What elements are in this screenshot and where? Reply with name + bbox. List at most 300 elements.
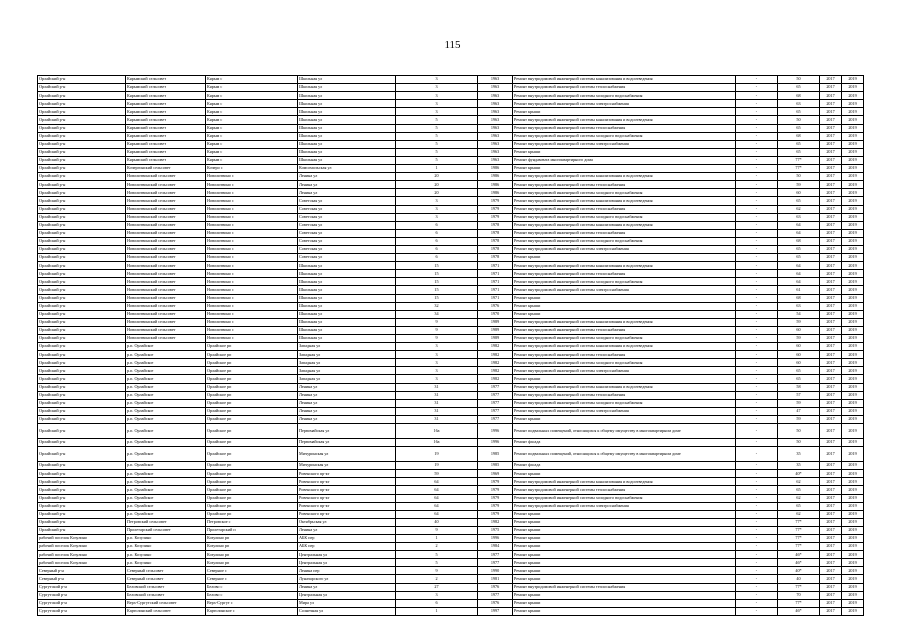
wear-percent-cell: 35 — [778, 447, 820, 462]
reserved-cell: - — [736, 543, 778, 551]
street-cell: Ленина пер — [298, 567, 396, 575]
year-built-cell: 1963 — [478, 148, 513, 156]
start-year-cell: 2017 — [820, 335, 842, 343]
street-cell: Ленина ул — [298, 173, 396, 181]
reserved-cell: - — [736, 294, 778, 302]
table-row — [38, 92, 864, 100]
wear-percent-cell: 77* — [778, 156, 820, 164]
end-year-cell: 2019 — [842, 173, 864, 181]
street-cell: Западная ул — [298, 359, 396, 367]
wear-percent-cell: 58 — [778, 383, 820, 391]
end-year-cell: 2019 — [842, 567, 864, 575]
settlement-cell: Кярым с — [206, 156, 298, 164]
table-row — [38, 359, 864, 367]
settlement-cell: Орлайское рп — [206, 424, 298, 439]
reserved-cell: - — [736, 599, 778, 607]
reserved-cell: - — [736, 391, 778, 399]
end-year-cell: 2019 — [842, 302, 864, 310]
settlement-cell: Козулино рп — [206, 559, 298, 567]
municipality-cell: Новолитвинский сельсовет — [126, 245, 206, 253]
district-cell: Орлайский р-н — [38, 262, 126, 270]
end-year-cell: 2019 — [842, 318, 864, 326]
house-number-cell: 6 — [396, 237, 478, 245]
table-row — [38, 140, 864, 148]
district-cell: Орлайский р-н — [38, 391, 126, 399]
year-built-cell: 1982 — [478, 518, 513, 526]
settlement-cell: Новолитвино с — [206, 270, 298, 278]
year-built-cell: 1978 — [478, 229, 513, 237]
end-year-cell: 2019 — [842, 76, 864, 84]
wear-percent-cell: 65 — [778, 124, 820, 132]
start-year-cell: 2017 — [820, 108, 842, 116]
table-row — [38, 100, 864, 108]
reserved-cell: - — [736, 526, 778, 534]
work-type-cell: Ремонт крыши — [513, 470, 736, 478]
street-cell: Ровенского пр-кт — [298, 502, 396, 510]
year-built-cell: 1978 — [478, 221, 513, 229]
year-built-cell: 1986 — [478, 173, 513, 181]
year-built-cell: 1963 — [478, 132, 513, 140]
street-cell: Советская ул — [298, 205, 396, 213]
house-number-cell: 19 — [396, 462, 478, 470]
year-built-cell: 1977 — [478, 407, 513, 415]
house-number-cell: 2 — [396, 575, 478, 583]
work-type-cell: Ремонт внутридомовой инженерной системы холодного водоснабжения — [513, 494, 736, 502]
house-number-cell: 3 — [396, 84, 478, 92]
municipality-cell: Новолитвинский сельсовет — [126, 189, 206, 197]
reserved-cell: - — [736, 415, 778, 423]
table-row — [38, 310, 864, 318]
reserved-cell: - — [736, 108, 778, 116]
wear-percent-cell: 77* — [778, 534, 820, 542]
work-type-cell: Ремонт внутридомовой инженерной системы теплоснабжения — [513, 124, 736, 132]
street-cell: Школьная ул — [298, 326, 396, 334]
settlement-cell: Новолитвино с — [206, 310, 298, 318]
year-built-cell: 1971 — [478, 278, 513, 286]
municipality-cell: р.п. Орлайское — [126, 470, 206, 478]
settlement-cell: Орлайское рп — [206, 383, 298, 391]
wear-percent-cell: 65 — [778, 197, 820, 205]
municipality-cell: Новолитвинский сельсовет — [126, 205, 206, 213]
municipality-cell: р.п. Орлайское — [126, 439, 206, 447]
year-built-cell: 1979 — [478, 494, 513, 502]
start-year-cell: 2017 — [820, 391, 842, 399]
settlement-cell: Орлайское рп — [206, 375, 298, 383]
street-cell: АБК пер — [298, 543, 396, 551]
table-row — [38, 526, 864, 534]
reserved-cell: - — [736, 383, 778, 391]
district-cell: Орлайский р-н — [38, 470, 126, 478]
street-cell: Советская ул — [298, 254, 396, 262]
district-cell: Орлайский р-н — [38, 229, 126, 237]
end-year-cell: 2019 — [842, 116, 864, 124]
wear-percent-cell: 50 — [778, 116, 820, 124]
work-type-cell: Ремонт крыши — [513, 310, 736, 318]
house-number-cell: 3 — [396, 108, 478, 116]
settlement-cell: Козулино рп — [206, 551, 298, 559]
start-year-cell: 2017 — [820, 534, 842, 542]
year-built-cell: 1979 — [478, 197, 513, 205]
street-cell: Школьная ул — [298, 318, 396, 326]
table-row — [38, 407, 864, 415]
municipality-cell: Новолитвинский сельсовет — [126, 286, 206, 294]
house-number-cell: 34 — [396, 310, 478, 318]
table-row — [38, 213, 864, 221]
wear-percent-cell: 60 — [778, 189, 820, 197]
house-number-cell: 3 — [396, 359, 478, 367]
wear-percent-cell: 62 — [778, 478, 820, 486]
house-number-cell: 64 — [396, 478, 478, 486]
district-cell: Орлайский р-н — [38, 359, 126, 367]
start-year-cell: 2017 — [820, 92, 842, 100]
work-type-cell: Ремонт крыши — [513, 599, 736, 607]
district-cell: Орлайский р-н — [38, 478, 126, 486]
wear-percent-cell: 46* — [778, 551, 820, 559]
municipality-cell: р.п. Орлайское — [126, 486, 206, 494]
table-row — [38, 591, 864, 599]
year-built-cell: 1979 — [478, 510, 513, 518]
municipality-cell: р.п. Козулино — [126, 543, 206, 551]
district-cell: рабочий поселок Козулино — [38, 543, 126, 551]
street-cell: Солнечная ул — [298, 607, 396, 615]
table-row — [38, 583, 864, 591]
municipality-cell: Кярымский сельсовет — [126, 124, 206, 132]
end-year-cell: 2019 — [842, 140, 864, 148]
year-built-cell: 1979 — [478, 478, 513, 486]
end-year-cell: 2019 — [842, 551, 864, 559]
settlement-cell: Новолитвино с — [206, 229, 298, 237]
end-year-cell: 2019 — [842, 478, 864, 486]
municipality-cell: Петровский сельсовет — [126, 518, 206, 526]
reserved-cell: - — [736, 221, 778, 229]
district-cell: Орлайский р-н — [38, 270, 126, 278]
street-cell: Западная ул — [298, 351, 396, 359]
start-year-cell: 2017 — [820, 415, 842, 423]
wear-percent-cell: 63 — [778, 213, 820, 221]
district-cell: Орлайский р-н — [38, 108, 126, 116]
municipality-cell: Кочергинский сельсовет — [126, 165, 206, 173]
district-cell: Орлайский р-н — [38, 213, 126, 221]
district-cell: Орлайский р-н — [38, 302, 126, 310]
table-row — [38, 302, 864, 310]
year-built-cell: 1986 — [478, 165, 513, 173]
year-built-cell: 1963 — [478, 116, 513, 124]
house-number-cell: 31 — [396, 383, 478, 391]
house-number-cell: 1 — [396, 607, 478, 615]
reserved-cell: - — [736, 591, 778, 599]
wear-percent-cell: 65 — [778, 245, 820, 253]
end-year-cell: 2019 — [842, 383, 864, 391]
start-year-cell: 2017 — [820, 462, 842, 470]
table-row — [38, 221, 864, 229]
street-cell: Школьная ул — [298, 148, 396, 156]
start-year-cell: 2017 — [820, 551, 842, 559]
street-cell: Ленина ул — [298, 391, 396, 399]
street-cell: Ленина ул — [298, 583, 396, 591]
reserved-cell: - — [736, 510, 778, 518]
district-cell: Орлайский р-н — [38, 254, 126, 262]
start-year-cell: 2017 — [820, 518, 842, 526]
district-cell: рабочий поселок Козулино — [38, 551, 126, 559]
settlement-cell: Новолитвино с — [206, 181, 298, 189]
house-number-cell: 15 — [396, 294, 478, 302]
year-built-cell: 1978 — [478, 245, 513, 253]
year-built-cell: 1971 — [478, 286, 513, 294]
settlement-cell: Северное с — [206, 575, 298, 583]
house-number-cell: 15 — [396, 286, 478, 294]
work-type-cell: Ремонт внутридомовой инженерной системы электроснабжения — [513, 140, 736, 148]
year-built-cell: 1985 — [478, 462, 513, 470]
district-cell: Орлайский р-н — [38, 245, 126, 253]
table-row — [38, 245, 864, 253]
table-row — [38, 335, 864, 343]
work-type-cell: Ремонт крыши — [513, 415, 736, 423]
municipality-cell: Новолитвинский сельсовет — [126, 173, 206, 181]
settlement-cell: Новолитвино с — [206, 335, 298, 343]
street-cell: Ровенского пр-кт — [298, 486, 396, 494]
reserved-cell: - — [736, 245, 778, 253]
start-year-cell: 2017 — [820, 399, 842, 407]
district-cell: Орлайский р-н — [38, 100, 126, 108]
table-row — [38, 270, 864, 278]
year-built-cell: 1979 — [478, 205, 513, 213]
settlement-cell: Новолитвино с — [206, 278, 298, 286]
reserved-cell: - — [736, 583, 778, 591]
house-number-cell: 3 — [396, 92, 478, 100]
wear-percent-cell: 64 — [778, 229, 820, 237]
settlement-cell: Орлайское рп — [206, 470, 298, 478]
work-type-cell: Ремонт внутридомовой инженерной системы теплоснабжения — [513, 205, 736, 213]
municipality-cell: Новолитвинский сельсовет — [126, 302, 206, 310]
end-year-cell: 2019 — [842, 343, 864, 351]
settlement-cell: Кярым с — [206, 100, 298, 108]
table-row — [38, 286, 864, 294]
start-year-cell: 2017 — [820, 559, 842, 567]
municipality-cell: р.п. Орлайское — [126, 399, 206, 407]
street-cell: Школьная ул — [298, 124, 396, 132]
street-cell: Школьная ул — [298, 76, 396, 84]
work-type-cell: Ремонт внутридомовой инженерной системы теплоснабжения — [513, 351, 736, 359]
house-number-cell: 3 — [396, 343, 478, 351]
wear-percent-cell: 63 — [778, 100, 820, 108]
end-year-cell: 2019 — [842, 526, 864, 534]
house-number-cell: 31 — [396, 399, 478, 407]
table-row — [38, 510, 864, 518]
street-cell: Школьная ул — [298, 132, 396, 140]
end-year-cell: 2019 — [842, 254, 864, 262]
start-year-cell: 2017 — [820, 407, 842, 415]
municipality-cell: р.п. Орлайское — [126, 351, 206, 359]
year-built-cell: 1996 — [478, 424, 513, 439]
house-number-cell: 1 — [396, 534, 478, 542]
wear-percent-cell: 68 — [778, 132, 820, 140]
municipality-cell: р.п. Орлайское — [126, 502, 206, 510]
work-type-cell: Ремонт крыши — [513, 375, 736, 383]
district-cell: Орлайский р-н — [38, 148, 126, 156]
district-cell: Сургутский р-н — [38, 591, 126, 599]
district-cell: Орлайский р-н — [38, 383, 126, 391]
street-cell: Западная ул — [298, 367, 396, 375]
year-built-cell: 1976 — [478, 583, 513, 591]
year-built-cell: 1970 — [478, 310, 513, 318]
year-built-cell: 1976 — [478, 302, 513, 310]
municipality-cell: р.п. Орлайское — [126, 478, 206, 486]
start-year-cell: 2017 — [820, 575, 842, 583]
start-year-cell: 2017 — [820, 132, 842, 140]
house-number-cell: 3 — [396, 213, 478, 221]
house-number-cell: 9 — [396, 526, 478, 534]
district-cell: Орлайский р-н — [38, 502, 126, 510]
end-year-cell: 2019 — [842, 310, 864, 318]
year-built-cell: 1975 — [478, 526, 513, 534]
table-row — [38, 351, 864, 359]
district-cell: Орлайский р-н — [38, 140, 126, 148]
street-cell: Луначарского ул — [298, 575, 396, 583]
wear-percent-cell: 40 — [778, 575, 820, 583]
table-row — [38, 534, 864, 542]
start-year-cell: 2017 — [820, 100, 842, 108]
settlement-cell: Новолитвино с — [206, 205, 298, 213]
end-year-cell: 2019 — [842, 286, 864, 294]
reserved-cell: - — [736, 518, 778, 526]
reserved-cell: - — [736, 375, 778, 383]
street-cell: Школьная ул — [298, 84, 396, 92]
house-number-cell: 3 — [396, 351, 478, 359]
work-type-cell: Ремонт внутридомовой инженерной системы канализования и водоотведения — [513, 478, 736, 486]
work-type-cell: Ремонт внутридомовой инженерной системы электроснабжения — [513, 367, 736, 375]
municipality-cell: р.п. Орлайское — [126, 424, 206, 439]
district-cell: рабочий поселок Козулино — [38, 559, 126, 567]
municipality-cell: Беловский сельсовет — [126, 583, 206, 591]
start-year-cell: 2017 — [820, 375, 842, 383]
table-row — [38, 551, 864, 559]
street-cell: Ленина ул — [298, 383, 396, 391]
year-built-cell: 1977 — [478, 591, 513, 599]
house-number-cell: 6 — [396, 254, 478, 262]
settlement-cell: Кярым с — [206, 108, 298, 116]
settlement-cell: Кярым с — [206, 76, 298, 84]
start-year-cell: 2017 — [820, 245, 842, 253]
street-cell: Мичуринская ул — [298, 462, 396, 470]
settlement-cell: Орлайское рп — [206, 439, 298, 447]
district-cell: Орлайский р-н — [38, 462, 126, 470]
start-year-cell: 2017 — [820, 237, 842, 245]
street-cell: Ровенского пр-кт — [298, 478, 396, 486]
work-type-cell: Ремонт подвальных помещений, относящихся к общему имуществу в многоквартирном доме — [513, 424, 736, 439]
year-built-cell: 1963 — [478, 84, 513, 92]
municipality-cell: р.п. Орлайское — [126, 447, 206, 462]
year-built-cell: 1989 — [478, 318, 513, 326]
work-type-cell: Ремонт внутридомовой инженерной системы холодного водоснабжения — [513, 359, 736, 367]
settlement-cell: Козулино рп — [206, 543, 298, 551]
house-number-cell: 16а — [396, 424, 478, 439]
settlement-cell: Новолитвино с — [206, 245, 298, 253]
district-cell: Орлайский р-н — [38, 318, 126, 326]
house-number-cell: 20 — [396, 189, 478, 197]
wear-percent-cell: 59 — [778, 415, 820, 423]
end-year-cell: 2019 — [842, 124, 864, 132]
start-year-cell: 2017 — [820, 254, 842, 262]
street-cell: АБК пер — [298, 534, 396, 542]
district-cell: Орлайский р-н — [38, 116, 126, 124]
repair-schedule-table — [37, 75, 864, 616]
municipality-cell: Новолитвинский сельсовет — [126, 310, 206, 318]
district-cell: Орлайский р-н — [38, 173, 126, 181]
house-number-cell: 9 — [396, 318, 478, 326]
year-built-cell: 1971 — [478, 294, 513, 302]
street-cell: Школьная ул — [298, 262, 396, 270]
house-number-cell: 64 — [396, 494, 478, 502]
table-row — [38, 415, 864, 423]
work-type-cell: Ремонт внутридомовой инженерной системы канализования и водоотведения — [513, 262, 736, 270]
table-row — [38, 599, 864, 607]
start-year-cell: 2017 — [820, 173, 842, 181]
start-year-cell: 2017 — [820, 359, 842, 367]
wear-percent-cell: 59 — [778, 399, 820, 407]
municipality-cell: Новолитвинский сельсовет — [126, 237, 206, 245]
municipality-cell: р.п. Орлайское — [126, 494, 206, 502]
work-type-cell: Ремонт внутридомовой инженерной системы теплоснабжения — [513, 181, 736, 189]
end-year-cell: 2019 — [842, 237, 864, 245]
table-row — [38, 462, 864, 470]
municipality-cell: р.п. Козулино — [126, 534, 206, 542]
reserved-cell: - — [736, 399, 778, 407]
work-type-cell: Ремонт крыши — [513, 575, 736, 583]
work-type-cell: Ремонт крыши — [513, 526, 736, 534]
reserved-cell: - — [736, 439, 778, 447]
start-year-cell: 2017 — [820, 84, 842, 92]
settlement-cell: Кярым с — [206, 116, 298, 124]
page-number: 115 — [444, 39, 461, 51]
settlement-cell: Орлайское рп — [206, 486, 298, 494]
table-row — [38, 447, 864, 462]
settlement-cell: Кочеро с — [206, 165, 298, 173]
reserved-cell: - — [736, 470, 778, 478]
settlement-cell: Новолитвино с — [206, 286, 298, 294]
house-number-cell: 3 — [396, 100, 478, 108]
end-year-cell: 2019 — [842, 165, 864, 173]
work-type-cell: Ремонт крыши — [513, 518, 736, 526]
wear-percent-cell: 46* — [778, 607, 820, 615]
table-row — [38, 518, 864, 526]
table-row — [38, 76, 864, 84]
start-year-cell: 2017 — [820, 343, 842, 351]
end-year-cell: 2019 — [842, 213, 864, 221]
wear-percent-cell: 62 — [778, 494, 820, 502]
street-cell: Центральная ул — [298, 559, 396, 567]
district-cell: Сургутский р-н — [38, 599, 126, 607]
end-year-cell: 2019 — [842, 599, 864, 607]
reserved-cell: - — [736, 262, 778, 270]
work-type-cell: Ремонт внутридомовой инженерной системы электроснабжения — [513, 286, 736, 294]
start-year-cell: 2017 — [820, 591, 842, 599]
district-cell: Северный р-н — [38, 575, 126, 583]
work-type-cell: Ремонт внутридомовой инженерной системы холодного водоснабжения — [513, 213, 736, 221]
municipality-cell: Картолинский сельсовет — [126, 607, 206, 615]
settlement-cell: Орлайское рп — [206, 391, 298, 399]
district-cell: Северный р-н — [38, 567, 126, 575]
district-cell: Орлайский р-н — [38, 367, 126, 375]
settlement-cell: Новолитвино с — [206, 173, 298, 181]
start-year-cell: 2017 — [820, 502, 842, 510]
wear-percent-cell: 77* — [778, 526, 820, 534]
municipality-cell: Новолитвинский сельсовет — [126, 181, 206, 189]
end-year-cell: 2019 — [842, 221, 864, 229]
house-number-cell: 1 — [396, 165, 478, 173]
reserved-cell: - — [736, 551, 778, 559]
district-cell: Орлайский р-н — [38, 76, 126, 84]
start-year-cell: 2017 — [820, 197, 842, 205]
